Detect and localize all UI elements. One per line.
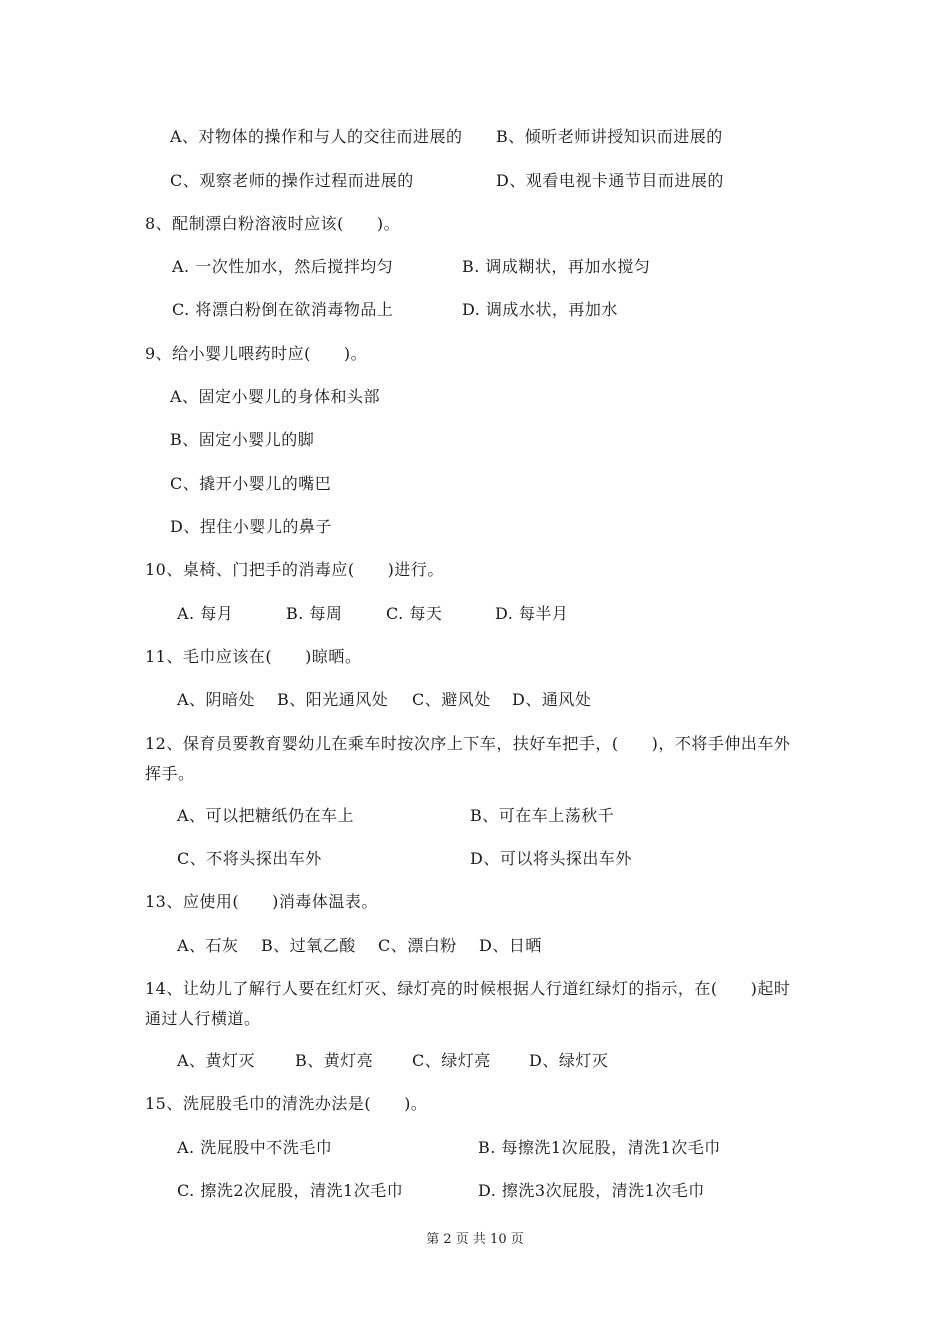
q10-option-c: C. 每天 — [386, 604, 443, 623]
q15-option-d: D. 擦洗3次屁股，清洗1次毛巾 — [478, 1181, 705, 1200]
q12-question-line1: 12、保育员要教育婴幼儿在乘车时按次序上下车，扶好车把手，( )，不将手伸出车外 — [145, 734, 791, 753]
q9-option-c: C、撬开小婴儿的嘴巴 — [170, 474, 332, 493]
q14-question-line1: 14、让幼儿了解行人要在红灯灭、绿灯亮的时候根据人行道红绿灯的指示，在( )起时 — [145, 979, 791, 998]
page-number-footer: 第 2 页 共 10 页 — [426, 1232, 524, 1247]
q7-option-c: C、观察老师的操作过程而进展的 — [170, 171, 414, 190]
q8-question: 8、配制漂白粉溶液时应该( )。 — [145, 214, 401, 233]
q10-option-d: D. 每半月 — [495, 604, 569, 623]
q14-option-c: C、绿灯亮 — [412, 1051, 491, 1070]
q10-option-a: A. 每月 — [177, 604, 234, 623]
q15-option-c: C. 擦洗2次屁股，清洗1次毛巾 — [177, 1181, 404, 1200]
q8-option-b: B. 调成糊状，再加水搅匀 — [462, 257, 651, 276]
q11-option-a: A、阴暗处 — [177, 690, 256, 709]
q7-option-d: D、观看电视卡通节目而进展的 — [496, 171, 724, 190]
q10-option-b: B. 每周 — [286, 604, 343, 623]
q12-option-d: D、可以将头探出车外 — [470, 849, 632, 868]
q12-option-c: C、不将头探出车外 — [177, 849, 322, 868]
q8-option-c: C. 将漂白粉倒在欲消毒物品上 — [172, 300, 394, 319]
q8-option-a: A. 一次性加水，然后搅拌均匀 — [172, 257, 394, 276]
q15-option-a: A. 洗屁股中不洗毛巾 — [177, 1138, 333, 1157]
q14-question-line2: 通过人行横道。 — [145, 1009, 261, 1028]
q13-option-b: B、过氧乙酸 — [261, 936, 356, 955]
q13-option-a: A、石灰 — [177, 936, 239, 955]
q15-option-b: B. 每擦洗1次屁股，清洗1次毛巾 — [478, 1138, 721, 1157]
q14-option-d: D、绿灯灭 — [529, 1051, 609, 1070]
q15-question: 15、洗屁股毛巾的清洗办法是( )。 — [145, 1094, 428, 1113]
q13-question: 13、应使用( )消毒体温表。 — [145, 892, 378, 911]
q7-option-b: B、倾听老师讲授知识而进展的 — [496, 127, 723, 146]
q12-option-b: B、可在车上荡秋千 — [470, 806, 615, 825]
q11-option-c: C、避风处 — [412, 690, 491, 709]
q11-option-b: B、阳光通风处 — [277, 690, 389, 709]
q8-option-d: D. 调成水状，再加水 — [462, 300, 618, 319]
q10-question: 10、桌椅、门把手的消毒应( )进行。 — [145, 560, 444, 579]
q14-option-b: B、黄灯亮 — [295, 1051, 374, 1070]
q13-option-c: C、漂白粉 — [378, 936, 457, 955]
q12-question-line2: 挥手。 — [145, 764, 195, 783]
q14-option-a: A、黄灯灭 — [177, 1051, 256, 1070]
q11-option-d: D、通风处 — [512, 690, 592, 709]
q9-option-d: D、捏住小婴儿的鼻子 — [170, 517, 332, 536]
q11-question: 11、毛巾应该在( )晾晒。 — [145, 647, 362, 666]
q12-option-a: A、可以把糖纸仍在车上 — [177, 806, 355, 825]
q9-option-a: A、固定小婴儿的身体和头部 — [170, 387, 381, 406]
q9-question: 9、给小婴儿喂药时应( )。 — [145, 344, 368, 363]
q9-option-b: B、固定小婴儿的脚 — [170, 430, 315, 449]
q13-option-d: D、日晒 — [479, 936, 542, 955]
q7-option-a: A、对物体的操作和与人的交往而进展的 — [170, 127, 463, 146]
